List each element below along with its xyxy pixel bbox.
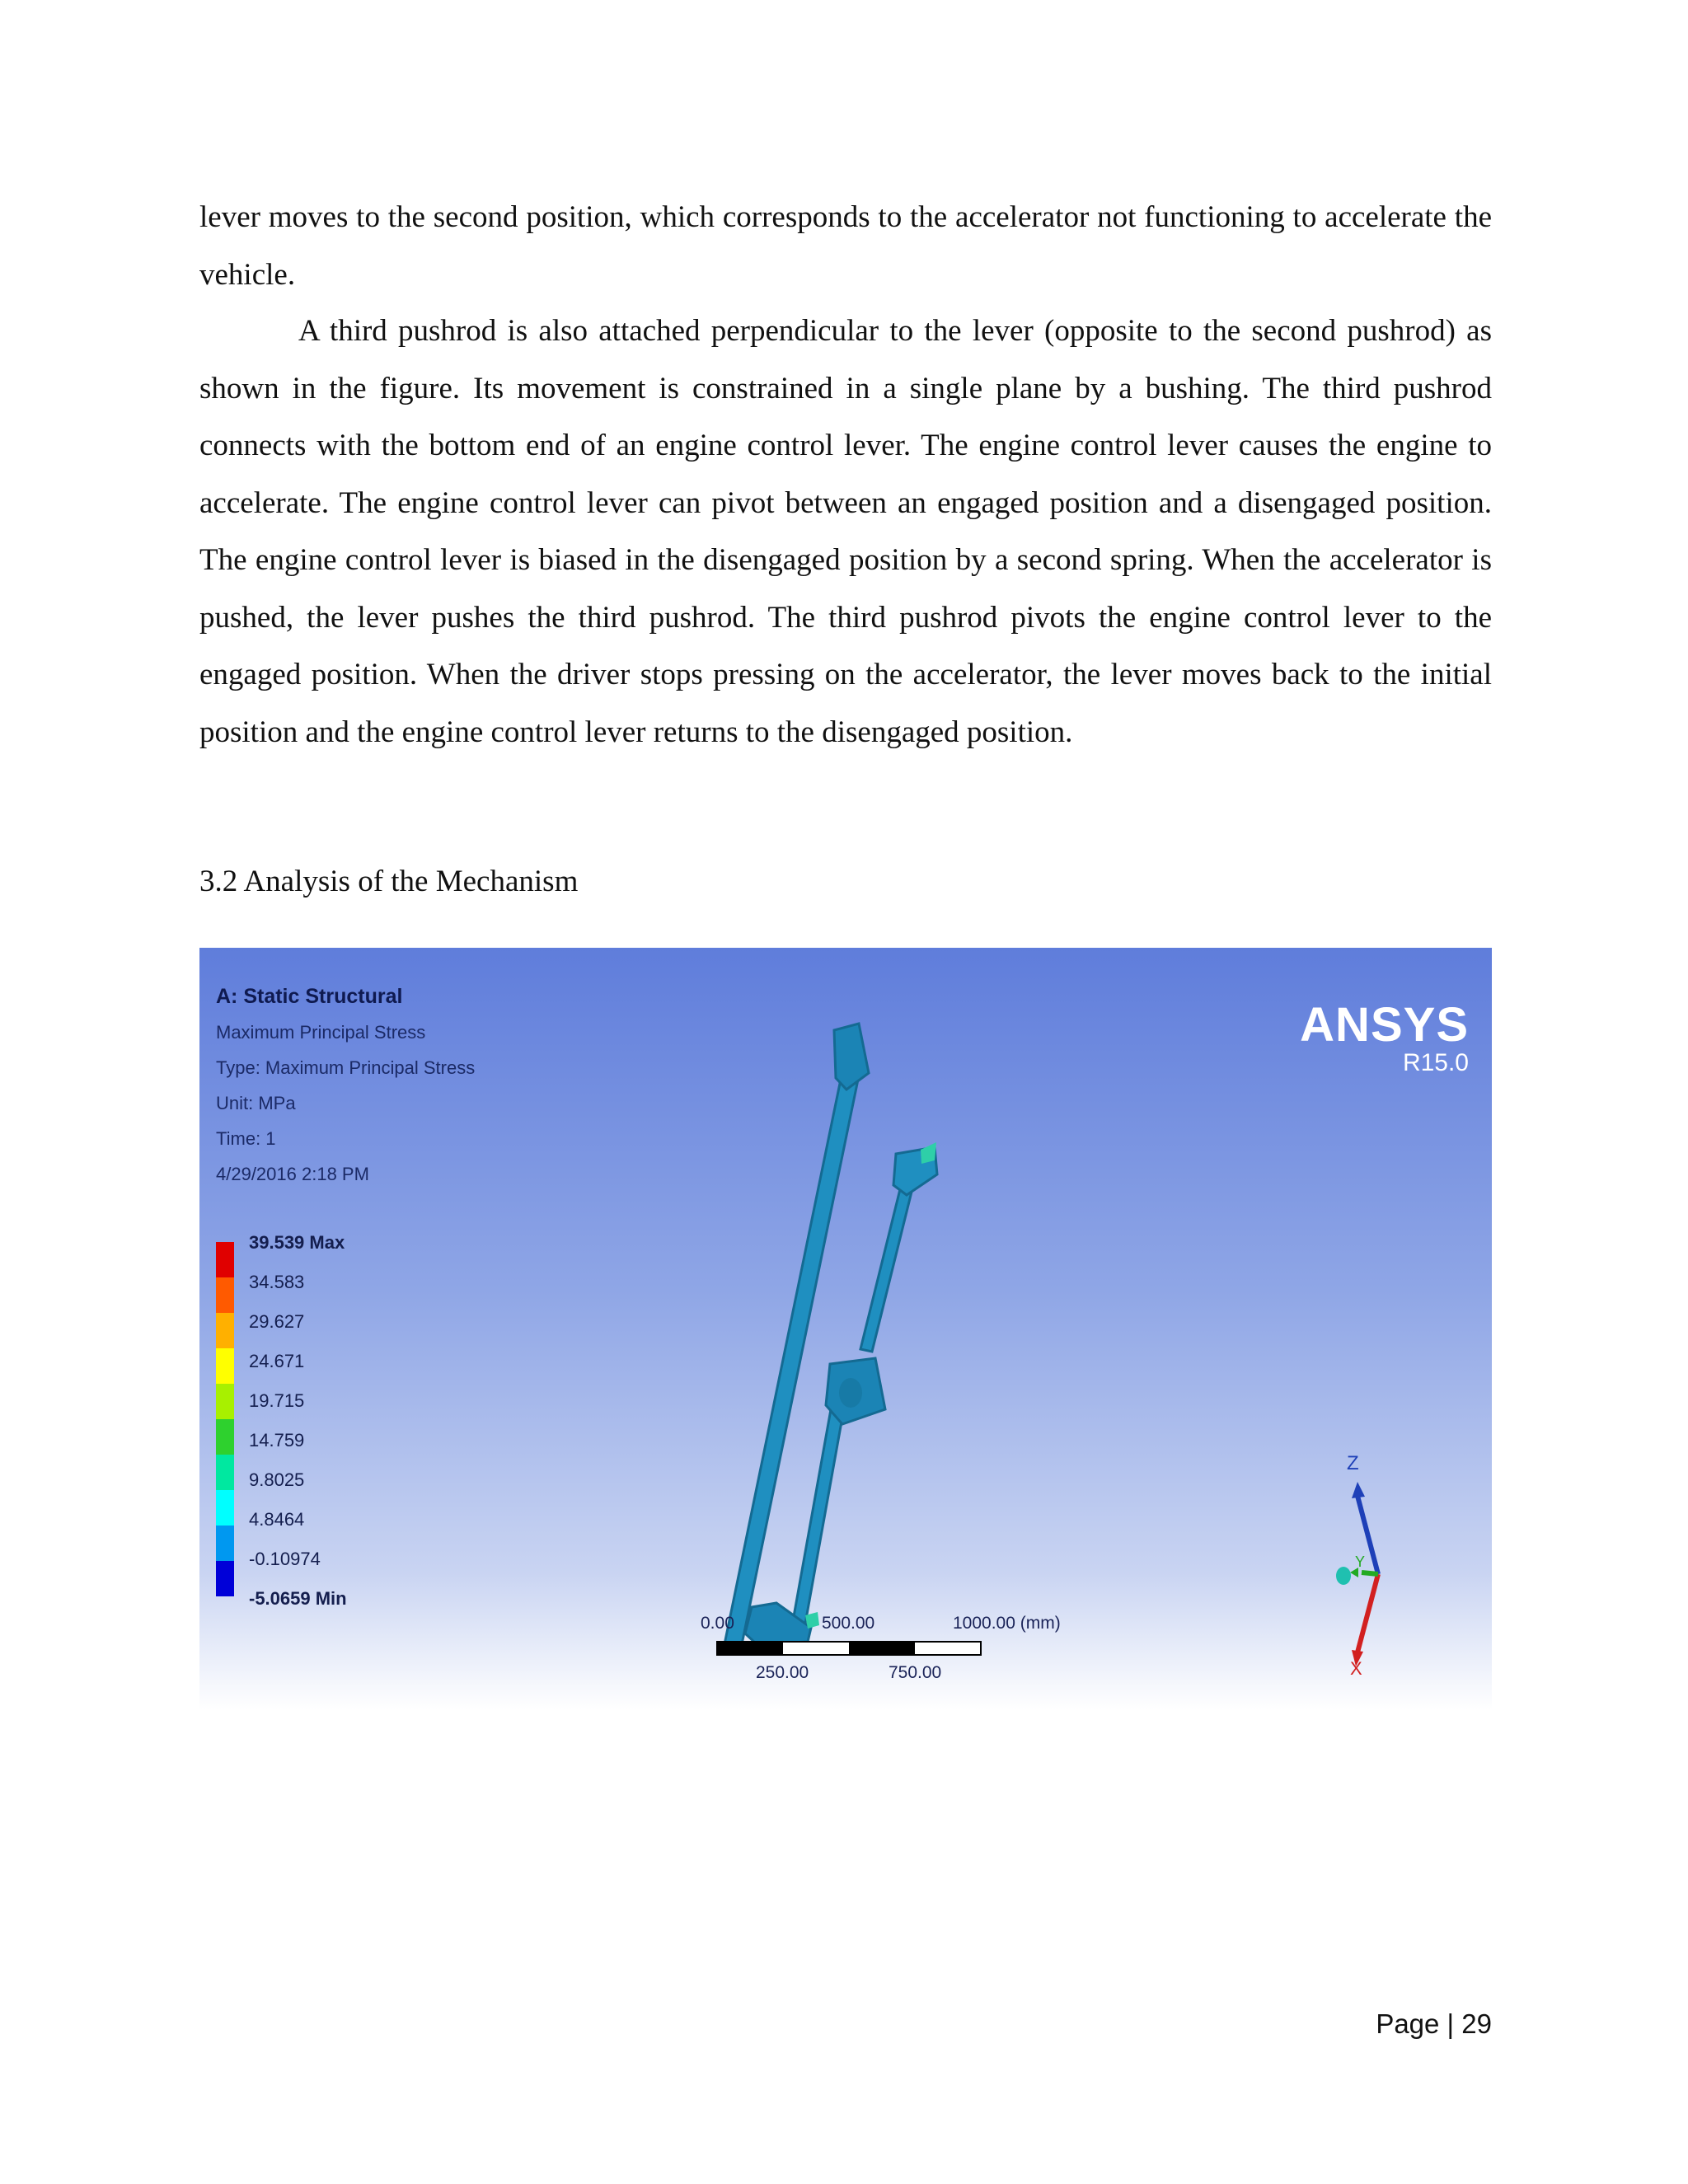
bracket-highlight — [921, 1142, 936, 1164]
result-unit: Unit: MPa — [216, 1093, 296, 1113]
second-pushrod — [860, 1183, 913, 1352]
paragraph-1: lever moves to the second position, which corresponds to the accelerator not functioning to accelerate the vehicle. — [199, 200, 1492, 292]
result-date: 4/29/2016 2:18 PM — [216, 1164, 369, 1184]
scale-label: 750.00 — [889, 1663, 942, 1682]
scale-label: 250.00 — [756, 1663, 809, 1682]
scale-label: 500.00 — [822, 1614, 875, 1633]
analysis-title: A: Static Structural — [216, 985, 403, 1008]
accelerator-pedal — [834, 1024, 869, 1090]
legend-label: 34.583 — [249, 1272, 305, 1292]
ansys-stress-figure — [199, 948, 1492, 1710]
scale-bar — [717, 1642, 981, 1655]
y-axis-line — [1362, 1572, 1378, 1574]
section-heading: 3.2 Analysis of the Mechanism — [199, 865, 579, 898]
scale-label: 1000.00 (mm) — [953, 1614, 1061, 1633]
main-lever — [724, 1071, 859, 1648]
pivot-pin — [839, 1378, 862, 1408]
scale-label: 0.00 — [701, 1614, 734, 1633]
z-axis-arrow — [1352, 1482, 1365, 1498]
page-number: Page | 29 — [1376, 2008, 1492, 2039]
x-axis-label: X — [1350, 1658, 1362, 1679]
scale-segment — [717, 1642, 783, 1655]
legend-label: 39.539 Max — [249, 1232, 345, 1253]
legend-label: 4.8464 — [249, 1509, 305, 1530]
logo-version: R15.0 — [1402, 1049, 1469, 1076]
pedal-lever-assembly — [724, 1024, 937, 1648]
x-axis-line — [1357, 1574, 1378, 1652]
result-type: Type: Maximum Principal Stress — [216, 1057, 476, 1078]
legend-label: 14.759 — [249, 1430, 305, 1451]
legend-label: 24.671 — [249, 1351, 305, 1371]
triad-origin-ball — [1336, 1567, 1351, 1585]
legend-label: 29.627 — [249, 1311, 305, 1332]
result-name: Maximum Principal Stress — [216, 1022, 426, 1043]
paragraph-2: A third pushrod is also attached perpendicular to the lever (opposite to the second pushrod) as shown in the figure. Its movement is constrained in a single plane by a bushing. The third pushrod connects with the bottom end of an engine control lever. The engine control lever causes the engine to accelerate. The engine control lever can pivot between an engaged position and a disengaged position. The engine control lever is biased in the disengaged position by a second spring. When the accelerator is pushed, the lever pushes the third pushrod. The third pushrod pivots the engine control lever to the engaged position. When the driver stops pressing on the accelerator, the lever moves back to the initial position and the engine control lever returns to the disengaged position. — [199, 314, 1492, 749]
z-axis-label: Z — [1347, 1452, 1359, 1474]
result-time: Time: 1 — [216, 1128, 276, 1149]
legend-label: 19.715 — [249, 1390, 305, 1411]
legend-label: 9.8025 — [249, 1469, 305, 1490]
triad — [1336, 1482, 1378, 1666]
scale-segment — [849, 1642, 915, 1655]
legend-label: -0.10974 — [249, 1549, 321, 1569]
y-axis-label: Y — [1355, 1554, 1366, 1570]
mechanism-model — [199, 948, 1492, 1710]
logo-name: ANSYS — [1300, 998, 1469, 1052]
legend-label: -5.0659 Min — [249, 1588, 347, 1609]
